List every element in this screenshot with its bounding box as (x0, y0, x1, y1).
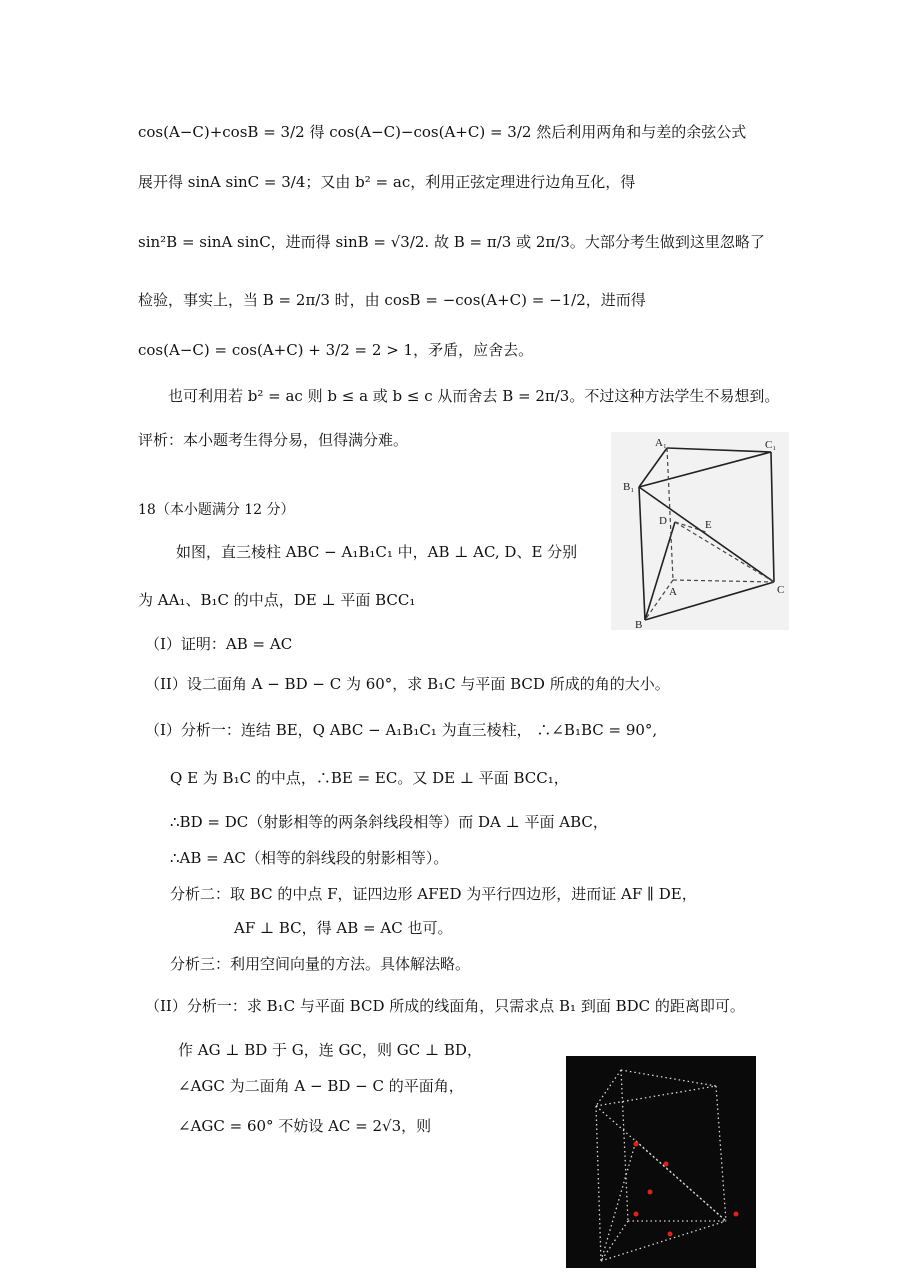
problem-statement-2: 为 AA₁、B₁C 的中点，DE ⊥ 平面 BCC₁ (138, 591, 416, 609)
part-two-analysis-line-4: ∠AGC = 60° 不妨设 AC = 2√3，则 (178, 1117, 432, 1135)
text-line-2: 展开得 sinA sinC = 3/4；又由 b² = ac，利用正弦定理进行边角互化，得 (138, 173, 636, 191)
analysis-2-line-2: AF ⊥ BC，得 AB = AC 也可。 (234, 919, 453, 937)
problem-number: 18（本小题满分 12 分） (138, 502, 295, 518)
red-point (634, 1142, 639, 1147)
label-b: B (635, 619, 643, 630)
analysis-1-line-2: Q E 为 B₁C 的中点，∴BE = EC。又 DE ⊥ 平面 BCC₁， (170, 769, 569, 787)
label-a: A (669, 586, 677, 598)
analysis-1-line-4: ∴AB = AC（相等的斜线段的射影相等）。 (170, 849, 449, 867)
part-two-analysis-line-3: ∠AGC 为二面角 A − BD − C 的平面角， (178, 1077, 464, 1095)
part-one-question: （I）证明：AB = AC (145, 635, 293, 653)
text-line-4: 检验，事实上，当 B = 2π/3 时，由 cosB = −cos(A+C) = −1/2，进而得 (138, 291, 646, 309)
analysis-3-line: 分析三：利用空间向量的方法。具体解法略。 (170, 955, 471, 973)
label-e: E (705, 519, 712, 531)
text-line-1: cos(A−C)+cosB = 3/2 得 cos(A−C)−cos(A+C) = 3/2 然后利用两角和与差的余弦公式 (138, 123, 747, 141)
figure-dark-background (566, 1056, 756, 1268)
figure-background (611, 432, 789, 630)
label-c: C (777, 584, 785, 596)
dotted-prism-figure (566, 1056, 756, 1268)
analysis-1-line-3: ∴BD = DC（射影相等的两条斜线段相等）而 DA ⊥ 平面 ABC， (170, 813, 608, 831)
text-line-6: 也可利用若 b² = ac 则 b ≤ a 或 b ≤ c 从而舍去 B = 2π/3。不过这种方法学生不易想到。 (168, 387, 780, 405)
label-a1: A₁ (655, 437, 667, 449)
analysis-1-line-1: （I）分析一：连结 BE，Q ABC − A₁B₁C₁ 为直三棱柱， ∴∠B₁BC = 90°, (145, 721, 658, 739)
problem-statement-1: 如图，直三棱柱 ABC − A₁B₁C₁ 中，AB ⊥ AC, D、E 分别 (176, 543, 578, 561)
text-line-3: sin²B = sinA sinC，进而得 sinB = √3/2. 故 B = π/3 或 2π/3。大部分考生做到这里忽略了 (138, 233, 765, 251)
label-b1: B₁ (623, 481, 635, 493)
analysis-2-line-1: 分析二：取 BC 的中点 F，证四边形 AFED 为平行四边形，进而证 AF ∥ DE， (170, 885, 697, 903)
red-point (634, 1212, 639, 1217)
part-two-analysis-line-2: 作 AG ⊥ BD 于 G，连 GC，则 GC ⊥ BD， (178, 1041, 482, 1059)
part-two-analysis-line-1: （II）分析一：求 B₁C 与平面 BCD 所成的线面角，只需求点 B₁ 到面 BDC 的距离即可。 (145, 997, 745, 1015)
commentary-line: 评析：本小题考生得分易，但得满分难。 (138, 431, 409, 449)
part-two-question: （II）设二面角 A − BD − C 为 60°，求 B₁C 与平面 BCD 所成的角的大小。 (145, 675, 670, 693)
red-point (648, 1190, 653, 1195)
red-point (668, 1232, 673, 1237)
label-c1: C₁ (765, 439, 777, 451)
label-d: D (659, 515, 667, 527)
red-point (734, 1212, 739, 1217)
prism-figure (611, 432, 789, 630)
text-line-5: cos(A−C) = cos(A+C) + 3/2 = 2 > 1，矛盾，应舍去。 (138, 341, 534, 359)
red-point (664, 1162, 669, 1167)
